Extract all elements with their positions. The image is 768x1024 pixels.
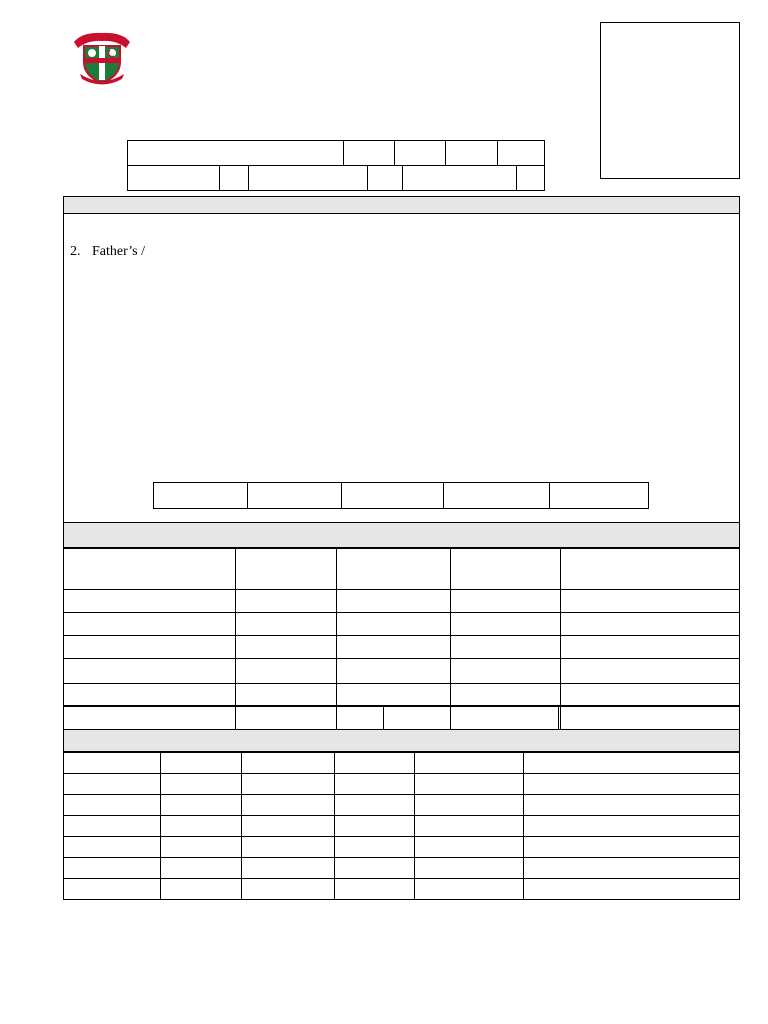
school-crest-logo	[70, 28, 134, 86]
table-cell[interactable]	[384, 706, 559, 730]
header-cell[interactable]	[368, 166, 403, 191]
table-row	[64, 753, 740, 774]
table-cell[interactable]	[337, 636, 451, 659]
table-cell[interactable]	[242, 774, 335, 795]
table-cell[interactable]	[524, 753, 740, 774]
experience-table	[63, 752, 740, 900]
section-header-band	[64, 729, 739, 752]
table-cell[interactable]	[337, 683, 451, 706]
table-cell[interactable]	[335, 795, 415, 816]
table-cell[interactable]	[561, 589, 740, 612]
table-cell[interactable]	[64, 706, 236, 730]
table-cell[interactable]	[335, 879, 415, 900]
table-cell[interactable]	[561, 636, 740, 659]
table-cell[interactable]	[236, 589, 337, 612]
table-row	[64, 774, 740, 795]
table-cell[interactable]	[64, 589, 236, 612]
table-cell[interactable]	[161, 753, 242, 774]
table-row	[64, 858, 740, 879]
table-row	[64, 879, 740, 900]
table-cell[interactable]	[64, 549, 236, 590]
header-cell[interactable]	[249, 166, 368, 191]
table-cell[interactable]	[64, 774, 161, 795]
table-cell[interactable]	[236, 636, 337, 659]
father-label: Father’s /	[92, 244, 146, 259]
table-cell[interactable]	[242, 837, 335, 858]
table-cell[interactable]	[561, 549, 740, 590]
table-cell[interactable]	[337, 589, 451, 612]
table-cell[interactable]	[161, 774, 242, 795]
table-cell[interactable]	[451, 589, 561, 612]
table-cell[interactable]	[335, 837, 415, 858]
table-cell[interactable]	[415, 816, 524, 837]
table-cell[interactable]	[64, 816, 161, 837]
table-cell[interactable]	[337, 612, 451, 635]
table-cell[interactable]	[337, 549, 451, 590]
info-cell[interactable]	[248, 483, 342, 509]
table-cell[interactable]	[524, 858, 740, 879]
table-cell[interactable]	[236, 549, 337, 590]
table-cell[interactable]	[524, 816, 740, 837]
table-cell[interactable]	[415, 858, 524, 879]
table-cell[interactable]	[451, 659, 561, 683]
table-cell[interactable]	[64, 683, 236, 706]
table-row	[64, 612, 740, 635]
table-cell[interactable]	[236, 612, 337, 635]
header-table-row2	[127, 165, 545, 191]
table-cell[interactable]	[524, 879, 740, 900]
table-cell[interactable]	[236, 683, 337, 706]
table-cell[interactable]	[561, 612, 740, 635]
table-cell[interactable]	[524, 774, 740, 795]
table-cell[interactable]	[524, 795, 740, 816]
section-header-band	[64, 522, 739, 548]
table-cell[interactable]	[64, 795, 161, 816]
table-cell[interactable]	[415, 879, 524, 900]
header-cell[interactable]	[395, 141, 446, 166]
table-cell[interactable]	[242, 879, 335, 900]
table-cell[interactable]	[64, 879, 161, 900]
table-row	[64, 706, 740, 730]
table-row	[64, 795, 740, 816]
table-cell[interactable]	[451, 549, 561, 590]
header-cell[interactable]	[498, 141, 545, 166]
table-cell[interactable]	[236, 659, 337, 683]
table-cell[interactable]	[451, 683, 561, 706]
table-cell[interactable]	[335, 816, 415, 837]
table-cell[interactable]	[415, 753, 524, 774]
table-cell[interactable]	[561, 683, 740, 706]
info-cell[interactable]	[342, 483, 444, 509]
table-cell[interactable]	[242, 795, 335, 816]
table-cell[interactable]	[335, 774, 415, 795]
header-cell[interactable]	[128, 141, 344, 166]
section-header-band	[64, 197, 739, 214]
header-cell[interactable]	[446, 141, 498, 166]
table-cell[interactable]	[64, 753, 161, 774]
table-row	[64, 816, 740, 837]
table-cell[interactable]	[415, 774, 524, 795]
table-cell[interactable]	[161, 795, 242, 816]
header-table-row1	[127, 140, 545, 166]
info-row-table	[153, 482, 649, 509]
table-cell[interactable]	[335, 753, 415, 774]
info-cell[interactable]	[444, 483, 550, 509]
table-cell[interactable]	[451, 612, 561, 635]
father-label-row	[70, 244, 145, 260]
table-row	[64, 683, 740, 706]
info-cell[interactable]	[550, 483, 649, 509]
education-table	[63, 548, 740, 730]
table-cell[interactable]	[561, 659, 740, 683]
table-cell[interactable]	[161, 816, 242, 837]
table-cell[interactable]	[64, 858, 161, 879]
table-cell[interactable]	[64, 837, 161, 858]
table-cell[interactable]	[335, 858, 415, 879]
table-cell[interactable]	[64, 636, 236, 659]
table-row	[64, 589, 740, 612]
table-cell[interactable]	[242, 753, 335, 774]
table-cell[interactable]	[337, 659, 451, 683]
table-cell[interactable]	[451, 636, 561, 659]
table-cell[interactable]	[524, 837, 740, 858]
table-cell[interactable]	[64, 612, 236, 635]
table-cell[interactable]	[242, 816, 335, 837]
table-cell[interactable]	[415, 795, 524, 816]
table-row	[64, 837, 740, 858]
table-cell[interactable]	[64, 659, 236, 683]
table-cell[interactable]	[236, 706, 384, 730]
table-row	[64, 549, 740, 590]
education-table-footer	[63, 705, 740, 730]
table-cell[interactable]	[161, 837, 242, 858]
header-cell[interactable]	[344, 141, 395, 166]
photo-box[interactable]	[600, 22, 740, 179]
table-cell[interactable]	[161, 879, 242, 900]
table-row	[64, 659, 740, 683]
header-cell[interactable]	[220, 166, 249, 191]
table-row	[64, 636, 740, 659]
table-cell[interactable]	[161, 858, 242, 879]
header-cell[interactable]	[128, 166, 220, 191]
table-cell[interactable]	[242, 858, 335, 879]
table-cell[interactable]	[415, 837, 524, 858]
info-cell[interactable]	[154, 483, 248, 509]
header-cell[interactable]	[403, 166, 517, 191]
header-cell[interactable]	[517, 166, 545, 191]
table-cell[interactable]	[559, 706, 740, 730]
item-number: 2.	[70, 244, 81, 259]
